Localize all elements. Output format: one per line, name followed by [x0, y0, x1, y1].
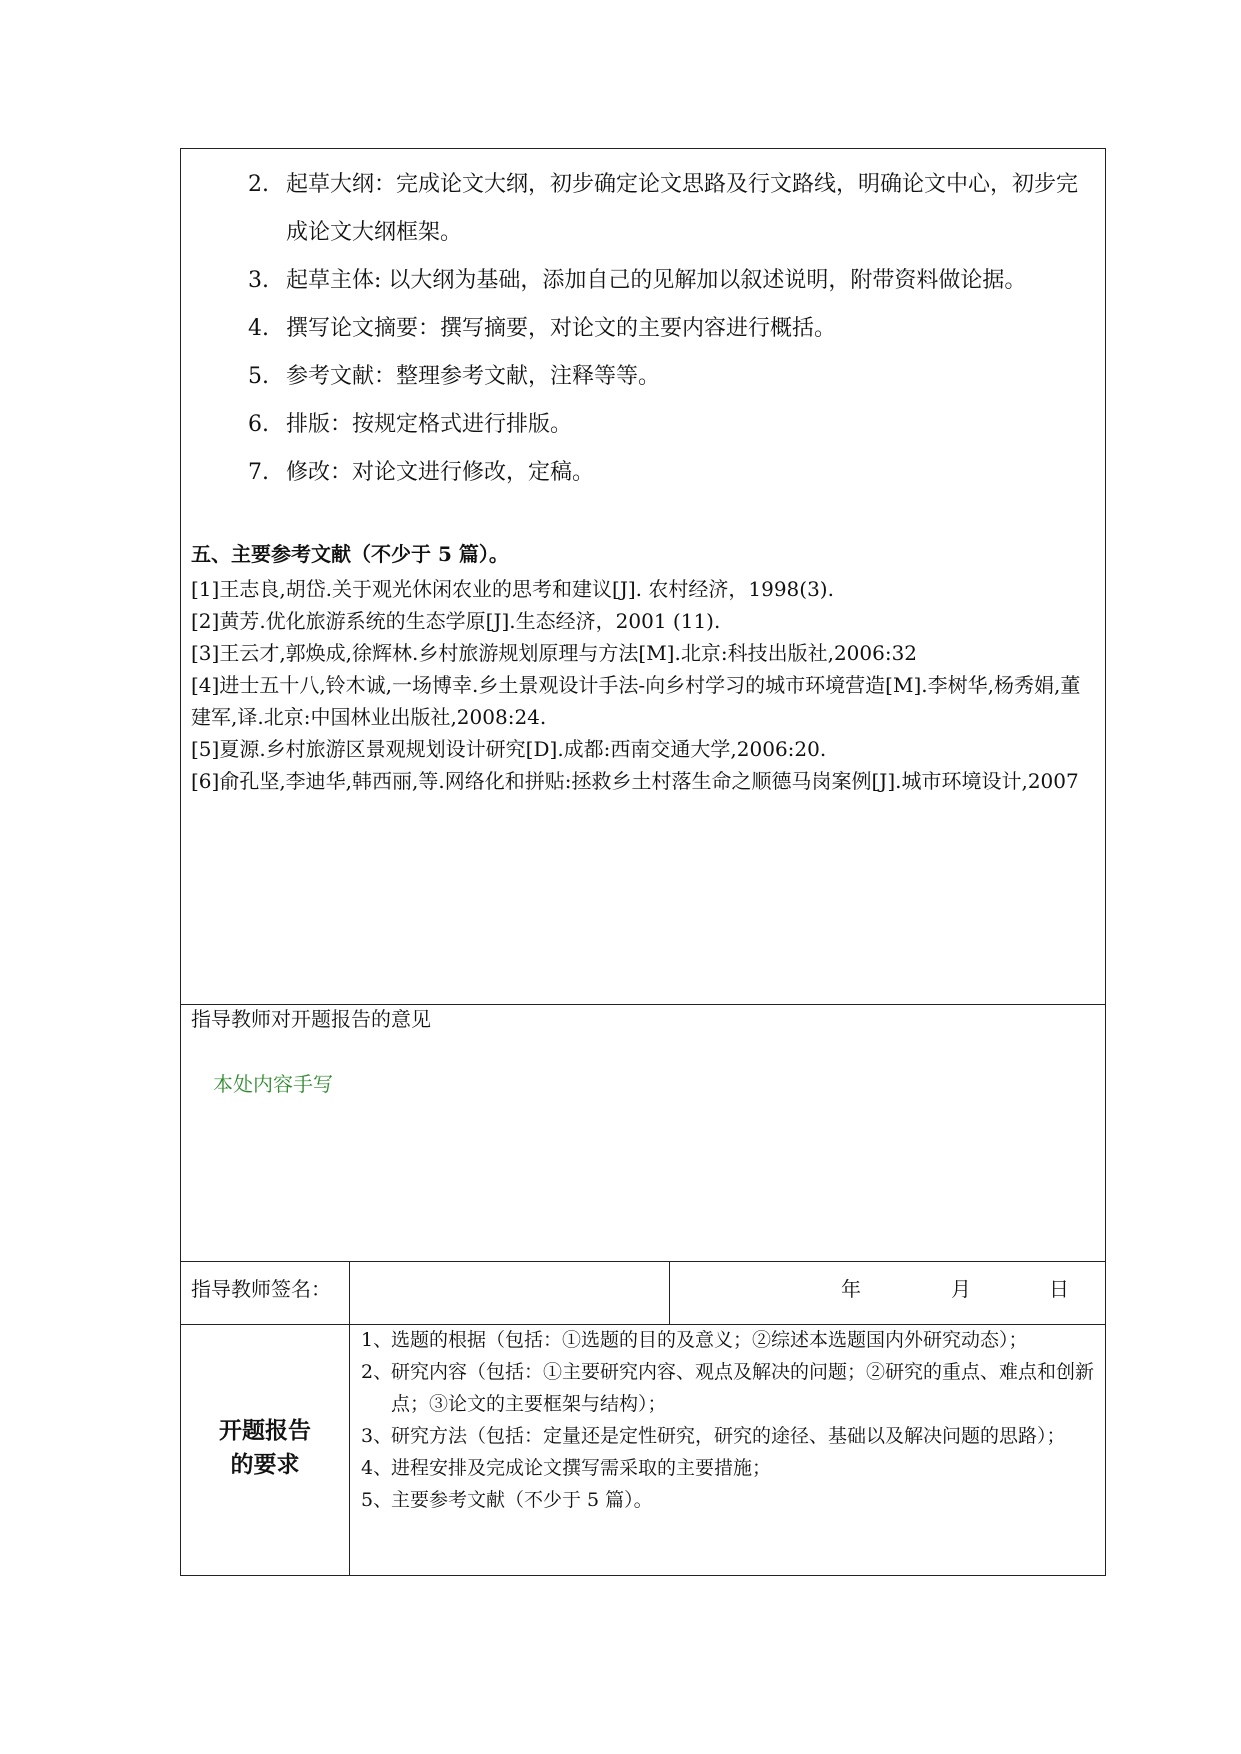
list-item: 2. 起草大纲：完成论文大纲，初步确定论文思路及行文路线，明确论文中心，初步完成论文大纲框架。 [248, 172, 1079, 245]
requirement-item: 3、 研究方法（包括：定量还是定性研究，研究的途径、基础以及解决问题的思路）； [361, 1425, 1066, 1447]
reference-item: [6]俞孔坚,李迪华,韩西丽,等.网络化和拼贴:拯救乡土村落生命之顺德马岗案例[J].城市环境设计,2007 [191, 769, 1079, 793]
signature-year: 年 [841, 1277, 861, 1301]
advisor-signature-label: 指导教师签名： [191, 1277, 331, 1301]
requirements-title-line2: 的要求 [230, 1452, 300, 1478]
signature-month: 月 [951, 1277, 971, 1301]
handwritten-placeholder: 本处内容手写 [213, 1072, 333, 1096]
list-item: 5. 参考文献：整理参考文献，注释等等。 [248, 364, 661, 389]
requirement-item: 5、 主要参考文献（不少于 5 篇）。 [361, 1489, 653, 1511]
writing-steps-list [248, 161, 1088, 497]
requirements-list [361, 1324, 1099, 1516]
references-heading: 五、主要参考文献（不少于 5 篇）。 [191, 542, 509, 566]
list-item: 6. 排版：按规定格式进行排版。 [248, 412, 573, 437]
advisor-opinion-label: 指导教师对开题报告的意见 [191, 1007, 431, 1031]
reference-item: [1]王志良,胡岱.关于观光休闲农业的思考和建议[J]. 农村经济，1998(3). [191, 577, 834, 601]
list-item: 4. 撰写论文摘要：撰写摘要，对论文的主要内容进行概括。 [248, 316, 837, 341]
requirements-title [181, 1414, 349, 1482]
list-item: 3. 起草主体: 以大纲为基础，添加自己的见解加以叙述说明，附带资料做论据。 [248, 268, 1027, 293]
requirements-title-line1: 开题报告 [219, 1418, 311, 1444]
requirement-item: 4、 进程安排及完成论文撰写需采取的主要措施； [361, 1457, 772, 1479]
reference-item: [4]进士五十八,铃木诚,一场博幸.乡土景观设计手法-向乡村学习的城市环境营造[M].李树华,杨秀娟,董建军,译.北京:中国林业出版社,2008:24. [191, 673, 1081, 729]
requirement-item: 2、 研究内容（包括：①主要研究内容、观点及解决的问题；②研究的重点、难点和创新点；③论文的主要框架与结构）； [361, 1361, 1095, 1415]
reference-item: [5]夏源.乡村旅游区景观规划设计研究[D].成都:西南交通大学,2006:20. [191, 737, 827, 761]
divider-sig-label [349, 1261, 350, 1575]
list-item: 7. 修改：对论文进行修改，定稿。 [248, 460, 595, 485]
signature-day: 日 [1049, 1277, 1069, 1301]
report-table [180, 148, 1106, 1576]
divider-signature [181, 1261, 1105, 1262]
reference-item: [3]王云才,郭焕成,徐辉林.乡村旅游规划原理与方法[M].北京:科技出版社,2006:32 [191, 641, 918, 665]
reference-item: [2]黄芳.优化旅游系统的生态学原[J].生态经济，2001 (11). [191, 609, 721, 633]
requirement-item: 1、 选题的根据（包括：①选题的目的及意义；②综述本选题国内外研究动态）； [361, 1329, 1028, 1351]
references-section [191, 539, 1091, 797]
divider-sig-date [669, 1261, 670, 1324]
